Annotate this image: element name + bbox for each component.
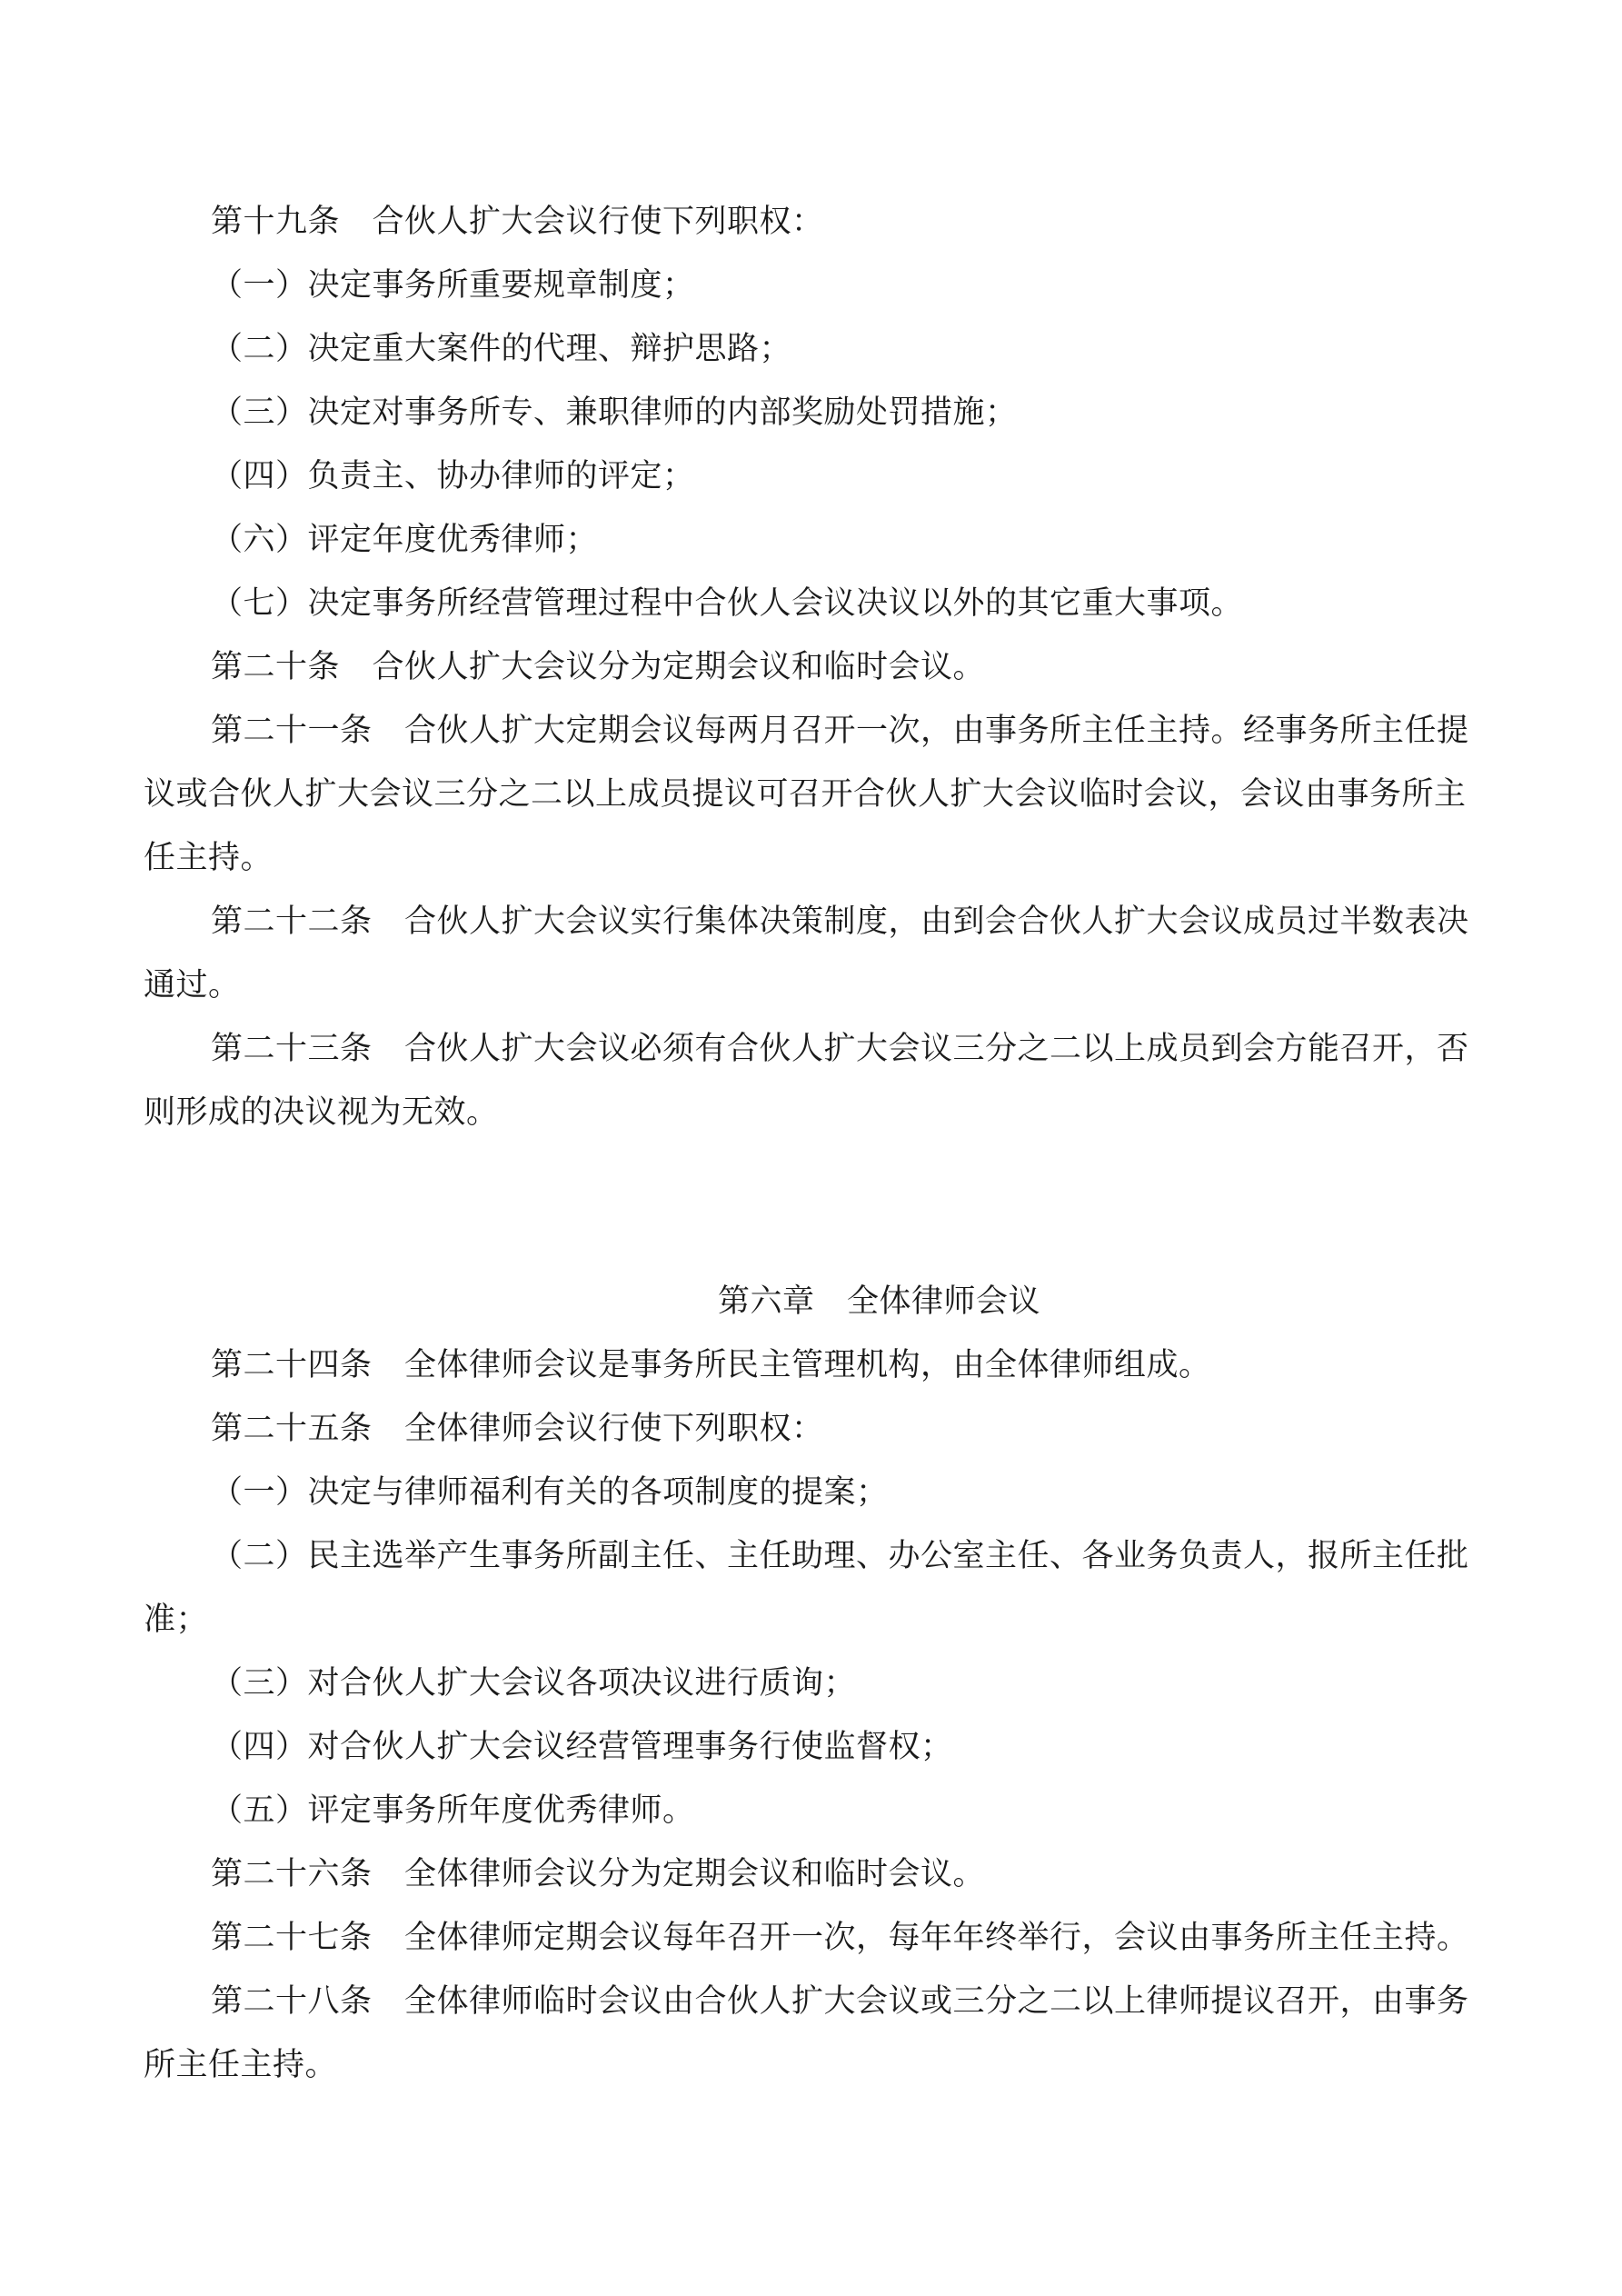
chapter-title: 第六章 全体律师会议 xyxy=(717,1283,1040,1320)
article-25-item: 准； xyxy=(144,1602,209,1638)
article-25-item: （二）民主选举产生事务所副主任、主任助理、办公室主任、各业务负责人，报所主任批 xyxy=(211,1538,1469,1574)
article-20: 第二十条 合伙人扩大会议分为定期会议和临时会议。 xyxy=(211,649,986,685)
article-25-lead: 第二十五条 全体律师会议行使下列职权： xyxy=(211,1411,824,1447)
article-21-line: 第二十一条 合伙人扩大定期会议每两月召开一次，由事务所主任主持。经事务所主任提 xyxy=(211,713,1469,749)
article-22-line: 通过。 xyxy=(144,967,241,1003)
article-26: 第二十六条 全体律师会议分为定期会议和临时会议。 xyxy=(211,1856,986,1892)
article-21-line: 议或合伙人扩大会议三分之二以上成员提议可召开合伙人扩大会议临时会议，会议由事务所主 xyxy=(144,776,1467,813)
article-27: 第二十七条 全体律师定期会议每年召开一次，每年年终举行，会议由事务所主任主持。 xyxy=(211,1920,1469,1956)
article-25-item: （五）评定事务所年度优秀律师。 xyxy=(211,1792,695,1829)
article-28-line: 所主任主持。 xyxy=(144,2047,338,2083)
article-19-lead: 第十九条 合伙人扩大会议行使下列职权： xyxy=(211,204,824,240)
article-19-item: （六）评定年度优秀律师； xyxy=(211,522,599,558)
article-19-item: （四）负责主、协办律师的评定； xyxy=(211,458,695,494)
article-21-line: 任主持。 xyxy=(144,840,274,876)
article-19-item: （七）决定事务所经营管理过程中合伙人会议决议以外的其它重大事项。 xyxy=(211,585,1244,622)
article-24: 第二十四条 全体律师会议是事务所民主管理机构，由全体律师组成。 xyxy=(211,1347,1211,1383)
article-23-line: 则形成的决议视为无效。 xyxy=(144,1094,499,1131)
article-25-item: （一）决定与律师福利有关的各项制度的提案； xyxy=(211,1474,889,1511)
article-22-line: 第二十二条 合伙人扩大会议实行集体决策制度，由到会合伙人扩大会议成员过半数表决 xyxy=(211,903,1469,940)
article-25-item: （三）对合伙人扩大会议各项决议进行质询； xyxy=(211,1665,857,1702)
article-23-line: 第二十三条 合伙人扩大会议必须有合伙人扩大会议三分之二以上成员到会方能召开，否 xyxy=(211,1031,1469,1067)
article-19-item: （二）决定重大案件的代理、辩护思路； xyxy=(211,331,792,367)
article-19-item: （三）决定对事务所专、兼职律师的内部奖励处罚措施； xyxy=(211,394,1018,431)
article-19-item: （一）决定事务所重要规章制度； xyxy=(211,267,695,304)
article-25-item: （四）对合伙人扩大会议经营管理事务行使监督权； xyxy=(211,1729,953,1765)
article-28-line: 第二十八条 全体律师临时会议由合伙人扩大会议或三分之二以上律师提议召开，由事务 xyxy=(211,1983,1469,2020)
